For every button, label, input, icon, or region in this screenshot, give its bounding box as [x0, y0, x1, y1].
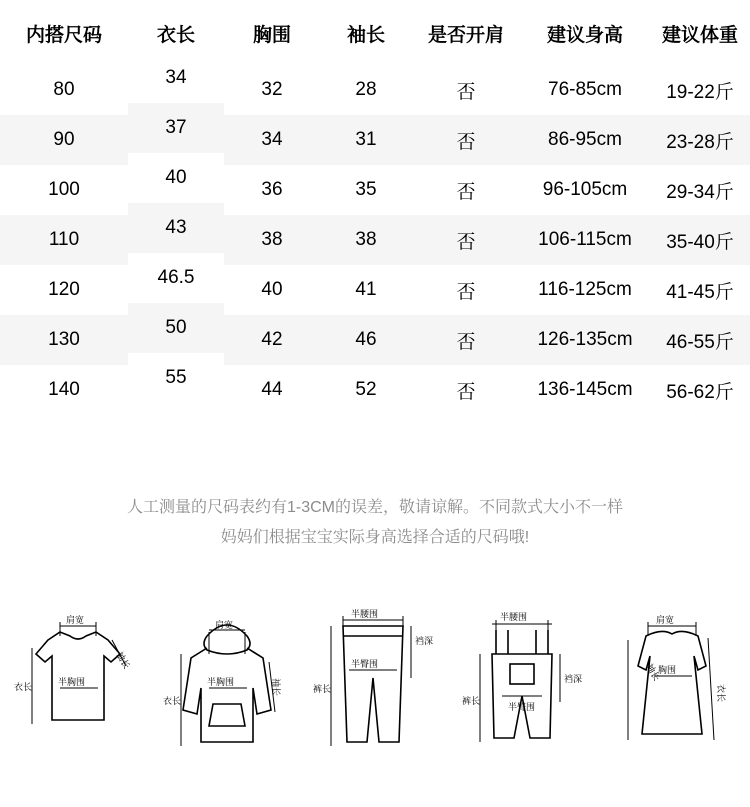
cell-length: 40 — [165, 167, 187, 188]
cell-size: 80 — [53, 79, 75, 100]
note-line-2: 妈妈们根据宝宝实际身高选择合适的尺码哦! — [220, 529, 530, 546]
cell-weight: 23-28斤 — [666, 131, 734, 153]
cell-open-shoulder: 否 — [456, 81, 476, 103]
note-line-1: 人工测量的尺码表约有1-3CM的误差，敬请谅解。不同款式大小不一样 — [126, 499, 623, 516]
label-length: 衣长 — [716, 684, 726, 703]
column-header-open-shoulder: 是否开肩 — [412, 0, 520, 65]
label-sleeve: 袖长 — [644, 662, 662, 683]
label-waist: 半腰围 — [351, 609, 379, 619]
cell-weight: 46-55斤 — [666, 331, 734, 353]
cell-sleeve: 28 — [355, 79, 377, 100]
column-header-weight: 建议体重 — [650, 0, 750, 65]
label-rise: 裆深 — [563, 674, 582, 684]
cell-height: 116-125cm — [538, 279, 632, 300]
column-header-length: 衣长 — [128, 0, 224, 65]
label-bust: 半胸围 — [58, 677, 86, 687]
cell-size: 130 — [48, 329, 80, 350]
cell-bust: 34 — [261, 129, 283, 150]
cell-sleeve: 31 — [355, 129, 377, 150]
table-row — [0, 115, 750, 165]
cell-length: 55 — [165, 367, 187, 388]
measurement-notes — [0, 493, 750, 553]
cell-bust: 40 — [261, 279, 283, 300]
cell-height: 106-115cm — [538, 229, 632, 250]
label-length: 裤长 — [461, 696, 480, 706]
label-length: 衣长 — [162, 696, 181, 706]
cell-sleeve: 38 — [355, 229, 377, 250]
cell-sleeve: 35 — [355, 179, 377, 200]
cell-weight: 56-62斤 — [666, 381, 734, 403]
cell-bust: 44 — [261, 379, 283, 400]
tshirt-diagram — [8, 592, 148, 792]
dress-diagram — [602, 592, 742, 792]
label-waist: 半腰围 — [499, 612, 527, 622]
label-hip: 半臀围 — [507, 702, 535, 712]
cell-size: 110 — [48, 229, 80, 250]
label-sleeve: 袖长 — [270, 678, 281, 697]
column-header-height: 建议身高 — [520, 0, 650, 65]
hoodie-diagram — [157, 592, 297, 792]
cell-weight: 35-40斤 — [666, 231, 734, 253]
cell-height: 136-145cm — [537, 379, 633, 400]
cell-size: 120 — [48, 279, 80, 300]
label-shoulder: 肩宽 — [656, 615, 675, 625]
label-rise: 裆深 — [415, 636, 434, 646]
cell-open-shoulder: 否 — [456, 131, 476, 153]
cell-sleeve: 46 — [355, 329, 377, 350]
label-bust: 胸围 — [658, 665, 677, 675]
table-header — [0, 0, 750, 65]
cell-height: 76-85cm — [548, 79, 622, 100]
cell-height: 126-135cm — [537, 329, 633, 350]
measurement-illustrations — [0, 592, 750, 807]
label-hip: 半臀围 — [351, 659, 379, 669]
cell-size: 100 — [48, 179, 80, 200]
table-row — [0, 265, 750, 315]
cell-bust: 36 — [261, 179, 283, 200]
table-row — [0, 65, 750, 115]
cell-sleeve: 52 — [355, 379, 377, 400]
cell-size: 140 — [48, 379, 80, 400]
cell-size: 90 — [53, 129, 75, 150]
cell-open-shoulder: 否 — [456, 281, 476, 303]
table-header-row — [0, 0, 750, 65]
cell-length: 37 — [165, 117, 187, 138]
cell-bust: 38 — [261, 229, 283, 250]
label-length: 衣长 — [14, 682, 33, 692]
cell-length: 43 — [165, 217, 187, 238]
column-header-size: 内搭尺码 — [0, 0, 128, 65]
cell-length: 46.5 — [157, 267, 195, 288]
column-header-bust: 胸围 — [224, 0, 320, 65]
cell-weight: 41-45斤 — [666, 281, 734, 303]
label-sleeve: 袖长 — [114, 650, 132, 671]
cell-length: 34 — [165, 67, 187, 88]
table-body — [0, 65, 750, 415]
label-length: 裤长 — [313, 684, 332, 694]
cell-open-shoulder: 否 — [456, 331, 476, 353]
cell-length: 50 — [165, 317, 187, 338]
label-shoulder: 肩宽 — [214, 620, 233, 630]
cell-sleeve: 41 — [355, 279, 377, 300]
label-shoulder: 肩宽 — [66, 615, 85, 625]
overalls-diagram — [454, 592, 594, 792]
cell-weight: 19-22斤 — [666, 81, 734, 103]
table-row — [0, 365, 750, 415]
cell-height: 96-105cm — [542, 179, 628, 200]
label-bust: 半胸围 — [206, 677, 234, 687]
cell-bust: 32 — [261, 79, 283, 100]
table-row — [0, 315, 750, 365]
table-row — [0, 165, 750, 215]
table-row — [0, 215, 750, 265]
cell-bust: 42 — [261, 329, 283, 350]
cell-open-shoulder: 否 — [456, 381, 476, 403]
column-header-sleeve: 袖长 — [320, 0, 412, 65]
cell-height: 86-95cm — [548, 129, 622, 150]
cell-open-shoulder: 否 — [456, 181, 476, 203]
pants-diagram — [305, 592, 445, 792]
cell-open-shoulder: 否 — [456, 231, 476, 253]
cell-weight: 29-34斤 — [666, 181, 734, 203]
